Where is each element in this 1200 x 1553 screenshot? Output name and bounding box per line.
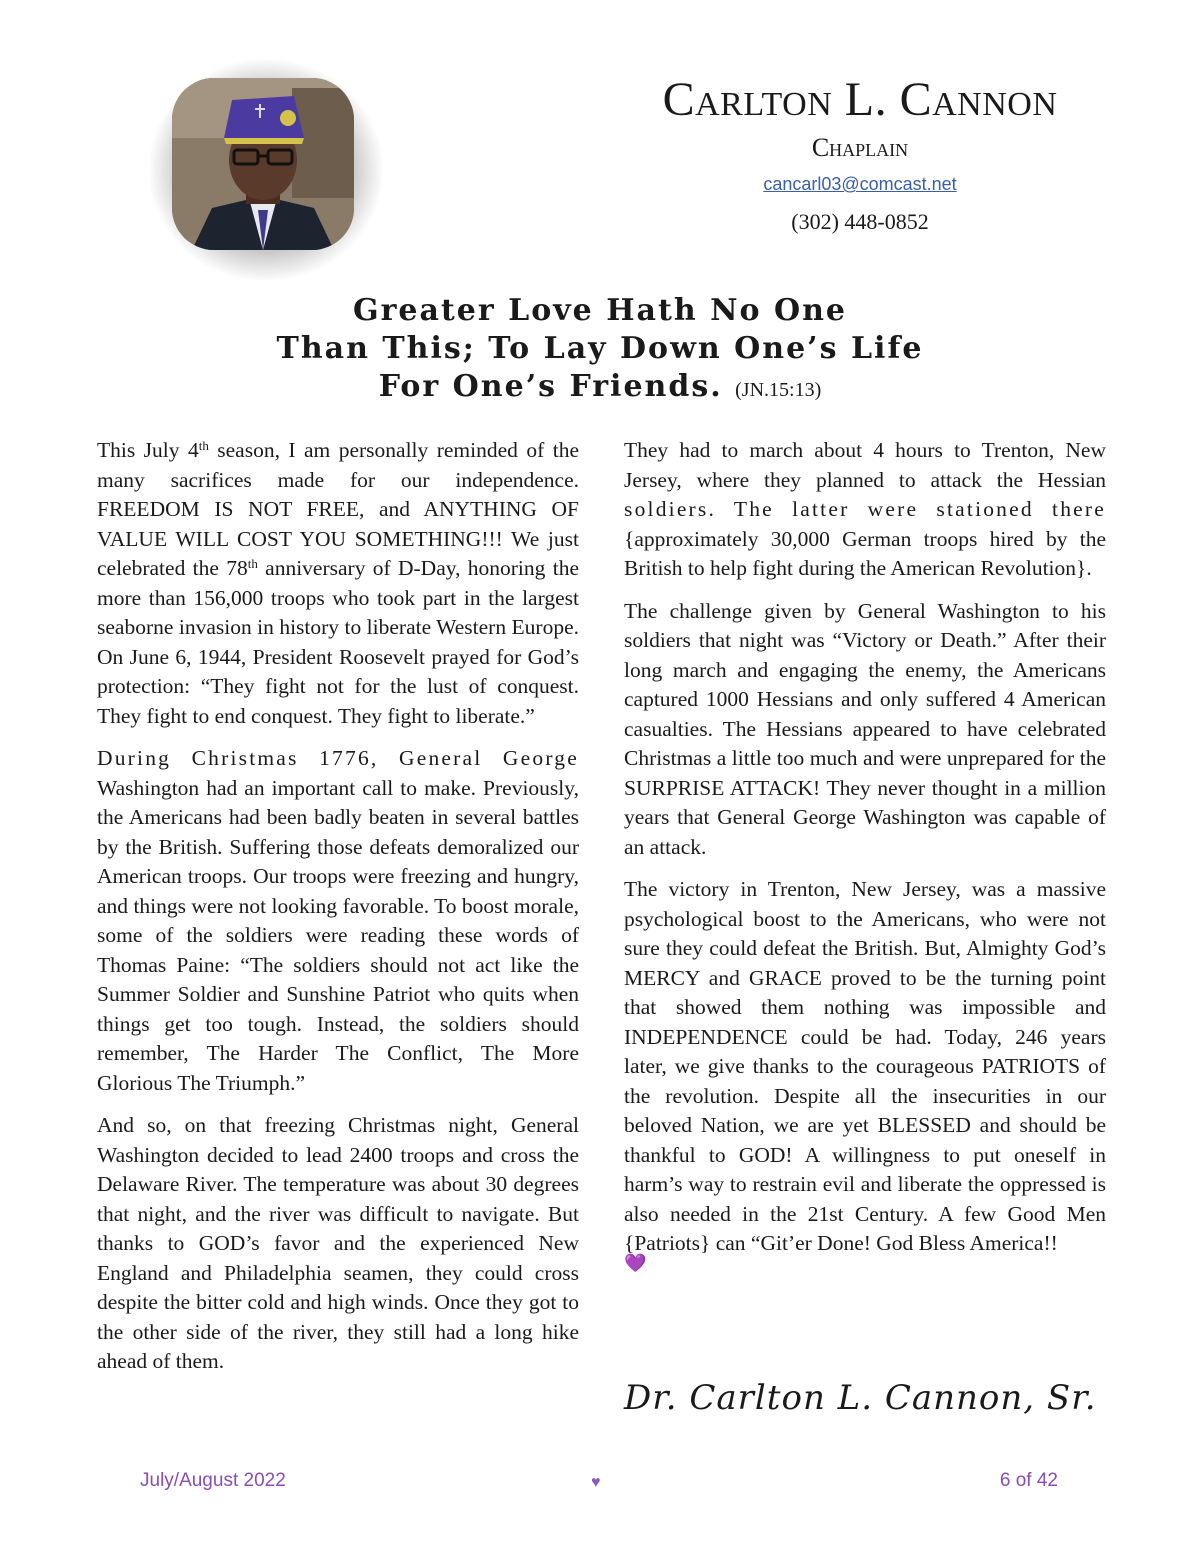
page-footer: [0, 1470, 1200, 1500]
paragraph: The challenge given by General Washington to his soldiers that night was “Victory or Death.” After their long march and engaging the enemy, the Americans captured 1000 Hessians and only suffered 4 American casualties. The Hessians appeared to have celebrated Christmas a little too much and were unprepared for the SURPRISE ATTACK! They never thought in a million years that General George Washington was capable of an attack.: [624, 598, 1106, 859]
paragraph-text: season, I am personally reminded of the many sacrifices made for our independence. FREEDOM IS NOT FREE, and ANYTHING OF VALUE WILL COST YOU SOMETHING!!! We just celebrated the 78: [97, 438, 579, 580]
paragraph: [97, 436, 579, 731]
signature: Dr. Carlton L. Cannon, Sr.: [624, 1378, 1097, 1418]
portrait-photo-frame: [150, 60, 382, 280]
left-column: [97, 436, 579, 1390]
title-line-2: Than This; To Lay Down One’s Life: [276, 331, 924, 366]
superscript: th: [247, 556, 258, 571]
issue-date: July/August 2022: [140, 1470, 286, 1491]
paragraph-text: During Christmas 1776, General George: [97, 746, 579, 770]
page-number: 6 of 42: [999, 1470, 1058, 1491]
paragraph: And so, on that freezing Christmas night, General Washington decided to lead 2400 troops and cross the Delaware River. The temperature was about 30 degrees that night, and the river was difficult to navigate. But thanks to GOD’s favor and the experienced New England and Philadelphia seamen, they could cross despite the bitter cold and high winds. Once they got to the other side of the river, they still had a long hike ahead of them.: [97, 1113, 579, 1373]
email-link[interactable]: cancarl03@comcast.net: [763, 174, 957, 194]
phone-number: (302) 448-0852: [791, 209, 929, 234]
portrait-illustration: [172, 78, 354, 250]
paragraph: [624, 436, 1106, 584]
paragraph-text: Washington had an important call to make. Previously, the Americans had been badly beaten in several battles by the British. Suffering those defeats demoralized our American troops. Our troops were freezing and hungry, and things were not looking favorable. To boost morale, some of the soldiers were reading these words of Thomas Paine: “The soldiers should not act like the Summer Soldier and Sunshine Patriot who quits when things get too tough. Instead, the soldiers should remember, The Harder The Conflict, The More Glorious The Triumph.”: [97, 775, 579, 1095]
scripture-reference: (JN.15:13): [735, 379, 822, 401]
paragraph-text: They had to march about 4 hours to Trenton, New Jersey, where they planned to attack the Hessian: [624, 438, 1106, 492]
paragraph-text: {approximately 30,000 German troops hired by the British to help fight during the American Revolution}.: [624, 526, 1106, 580]
paragraph: The victory in Trenton, New Jersey, was a massive psychological boost to the Americans, who were not sure they could defeat the British. But, Almighty God’s MERCY and GRACE proved to be the turning point that showed them nothing was impossible and INDEPENDENCE could be had. Today, 246 years later, we give thanks to the courageous PATRIOTS of the revolution. Despite all the insecurities in our beloved Nation, we are yet BLESSED and should be thankful to GOD! A willingness to put oneself in harm’s way to restrain evil and liberate the oppressed is also needed in the 21st Century. A few Good Men {Patriots} can “Git’er Done! God Bless America!!: [624, 877, 1106, 1255]
paragraph: [97, 744, 579, 1098]
title-line-3: [0, 368, 1200, 409]
paragraph-text: soldiers. The latter were stationed there: [624, 497, 1106, 521]
paragraph-text: anniversary of D-Day, honoring the more than 156,000 troops who took part in the largest seaborne invasion in history to liberate Western Europe. On June 6, 1944, President Roosevelt prayed for God’s protection: “They fight not for the lust of conquest. They fight to end conquest. They fight to liberate.”: [97, 556, 579, 728]
author-name: Carlton L. Cannon: [662, 73, 1058, 126]
title-line-3-text: For One’s Friends.: [378, 369, 723, 404]
title-line-1: Greater Love Hath No One: [352, 293, 847, 328]
article-title: [0, 292, 1200, 409]
right-column: [624, 436, 1106, 1273]
contact-header: [560, 74, 1160, 236]
portrait-photo: [172, 78, 354, 250]
heart-icon: ♥: [591, 1474, 601, 1491]
purple-heart-icon: 💜: [624, 1252, 647, 1273]
author-role: Chaplain: [811, 133, 909, 162]
superscript: th: [198, 438, 209, 453]
paragraph-text: This July 4: [97, 438, 199, 462]
